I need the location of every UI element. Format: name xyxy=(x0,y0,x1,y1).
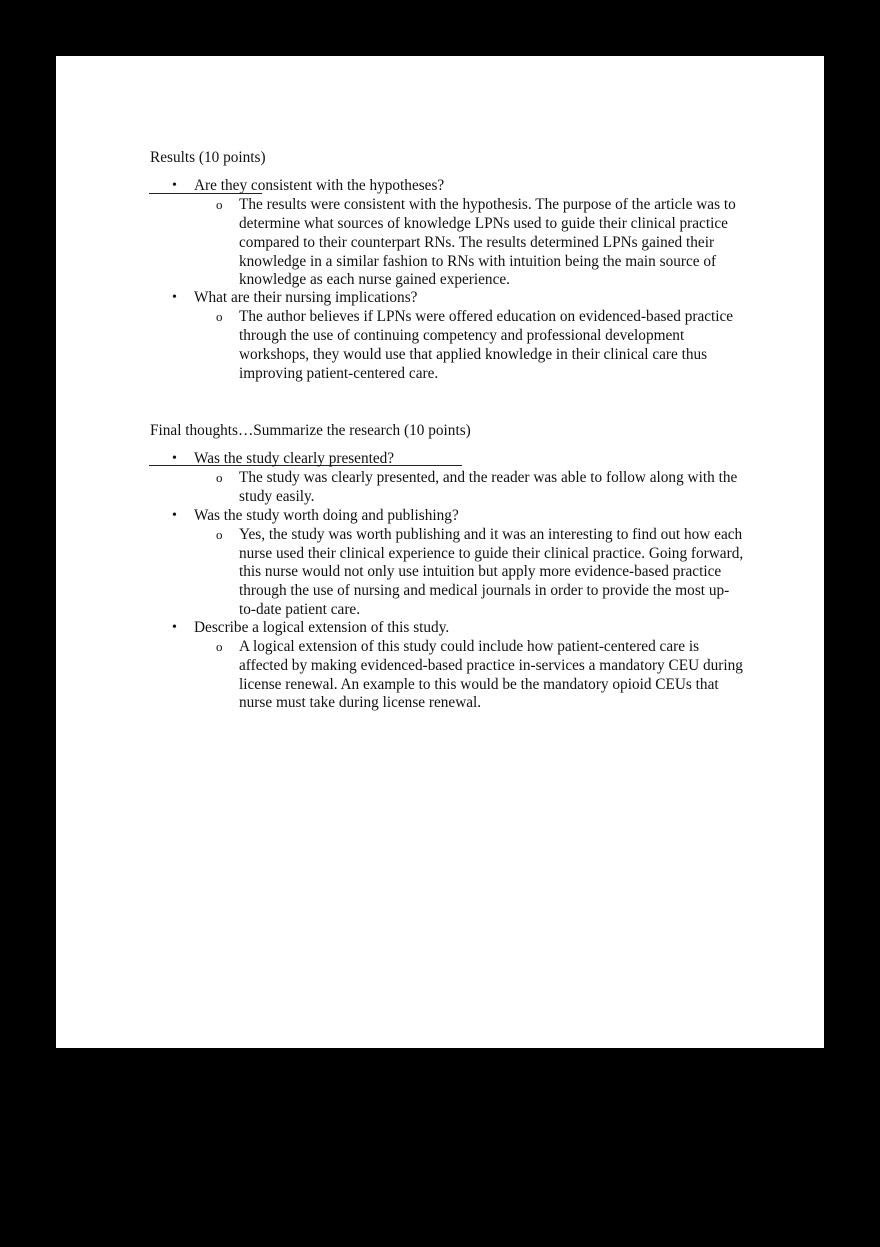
bullet-icon: • xyxy=(172,620,177,635)
question-consistency: Are they consistent with the hypotheses? xyxy=(194,177,445,194)
sub-bullet-icon: o xyxy=(216,527,223,542)
answer-line: compared to their counterpart RNs. The results determined LPNs gained their xyxy=(239,234,715,251)
answer-line: The study was clearly presented, and the reader was able to follow along with the xyxy=(239,469,738,486)
sub-bullet-icon: o xyxy=(216,309,223,324)
answer-line: knowledge in a similar fashion to RNs with intuition being the main source of xyxy=(239,253,717,270)
answer-line: determine what sources of knowledge LPNs used to guide their clinical practice xyxy=(239,215,728,232)
answer-line: this nurse would not only use intuition but apply more evidence-based practice xyxy=(239,563,722,580)
answer-line: nurse must take during license renewal. xyxy=(239,694,482,711)
answer-line: The author believes if LPNs were offered education on evidenced-based practice xyxy=(239,308,734,325)
answer-line: workshops, they would use that applied knowledge in their clinical care thus xyxy=(239,346,708,363)
answer-line: through the use of continuing competency and professional development xyxy=(239,327,685,344)
bullet-icon: • xyxy=(172,451,177,466)
answer-line: knowledge as each nurse gained experience. xyxy=(239,271,510,288)
question-clearly-presented: Was the study clearly presented? xyxy=(194,450,395,467)
sub-bullet-icon: o xyxy=(216,639,223,654)
answer-line: to-date patient care. xyxy=(239,601,361,618)
question-logical-extension: Describe a logical extension of this study. xyxy=(194,619,450,636)
answer-line: improving patient-centered care. xyxy=(239,365,439,382)
sub-bullet-icon: o xyxy=(216,197,223,212)
sub-bullet-icon: o xyxy=(216,470,223,485)
bullet-icon: • xyxy=(172,508,177,523)
answer-line: nurse used their clinical experience to guide their clinical practice. Going forward, xyxy=(239,545,744,562)
answer-line: A logical extension of this study could include how patient-centered care is xyxy=(239,638,700,655)
answer-line: through the use of nursing and medical journals in order to provide the most up- xyxy=(239,582,730,599)
question-worth-publishing: Was the study worth doing and publishing? xyxy=(194,507,459,524)
document-page xyxy=(56,56,824,1048)
section-heading-final-thoughts: Final thoughts…Summarize the research (10 points) xyxy=(150,422,471,439)
answer-line: study easily. xyxy=(239,488,315,505)
answer-line: affected by making evidenced-based practice in-services a mandatory CEU during xyxy=(239,657,743,674)
bullet-icon: • xyxy=(172,290,177,305)
bullet-icon: • xyxy=(172,178,177,193)
answer-line: The results were consistent with the hypothesis. The purpose of the article was to xyxy=(239,196,736,213)
section-heading-results: Results (10 points) xyxy=(150,149,266,166)
answer-line: Yes, the study was worth publishing and it was an interesting to find out how each xyxy=(239,526,743,543)
question-nursing-implications: What are their nursing implications? xyxy=(194,289,418,306)
answer-line: license renewal. An example to this would be the mandatory opioid CEUs that xyxy=(239,676,719,693)
